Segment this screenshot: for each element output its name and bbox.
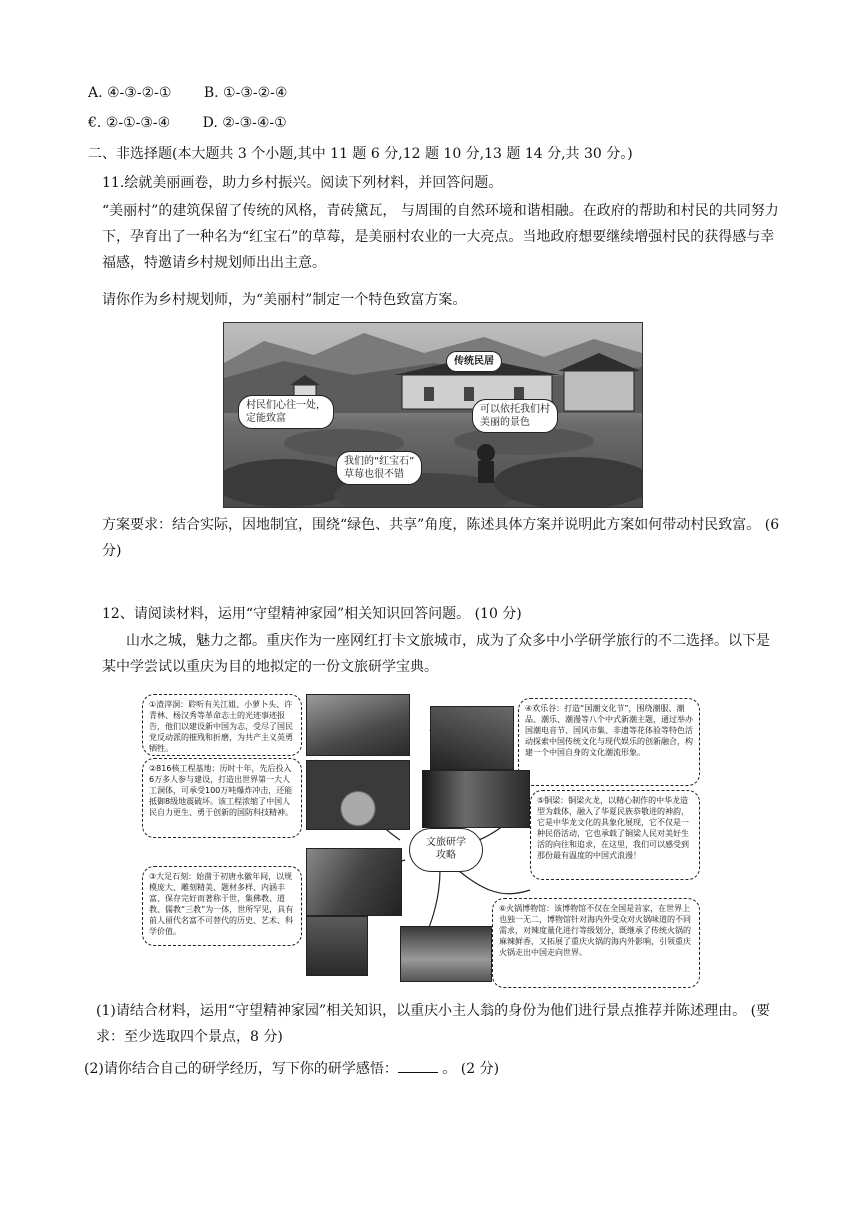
q12-sub2-score: 。 (2 分) [437,1061,500,1077]
mindmap-center [409,828,483,872]
note-tongliang-dragon: ⑤铜梁：铜梁火龙，以精心制作的中华龙造型为载体，融入了华夏民族恭敬进的神韵，它是中华龙文化的具象化展现，它不仅是一种民俗活动，它也承载了铜梁人民对美好生活的向往和追求，在这里，我们可以感受到那份最有温度的中国式浪漫！ [530,790,700,880]
option-a: A. ④-③-②-① [88,85,172,101]
options-row-1 [88,83,287,103]
photo-zhazidong [306,694,410,756]
answer-blank[interactable] [398,1058,438,1073]
q11-requirement: 方案要求：结合实际，因地制宜，围绕“绿色、共享”角度，陈述具体方案并说明此方案如何带动村民致富。 (6 分) [102,517,780,559]
q11-title: 11.绘就美丽画卷，助力乡村振兴。阅读下列材料，并回答问题。 [102,175,503,191]
photo-dazu-statue [306,916,368,976]
photo-816-tunnel [306,760,410,830]
q12-study-tour-mindmap [140,690,702,990]
q12-sub2 [84,1058,499,1079]
bubble-strawberry: 我们的“红宝石” 草莓也很不错 [336,451,422,485]
photo-banquet [306,848,402,916]
bubble-traditional-house: 传统民居 [446,351,502,372]
note-zhazidong: ①渣滓洞：聆听有关江姐、小萝卜头、许青林、杨汉秀等革命志士的光迹事迹报告，他们以建设新中国为志，受尽了国民党反动派的摧残和折磨，为共产主义英勇牺牲。 [142,694,302,756]
bubble-scenery: 可以依托我们村 美丽的景色 [472,399,558,433]
mindmap-center-label: 文旅研学 攻略 [426,837,466,861]
photo-happy-valley [430,706,514,770]
note-happy-valley: ④欢乐谷：打造“国潮文化节”，围绕潮服、潮品、潮乐、潮漫等八个中式新潮主题，通过举办国潮电音节、国风市集、非遗等花体验等特色活动探索中国传统文化与现代娱乐的创新融合，构建一个中国自身的文化潮流形象。 [518,698,700,786]
bubble-villagers: 村民们心往一处， 定能致富 [238,395,334,429]
note-dazu-carvings: ③大足石刻：始凿于初唐永徽年间，以规模庞大、雕刻精美、题材多样、内涵丰富、保存完好而著称于世，集佛教、道教、儒教“三教”为一体，世所罕见，具有前人留代名富不可替代的历史、艺术、科学价值。 [142,866,302,946]
section-heading: 二、非选择题(本大题共 3 个小题,其中 11 题 6 分,12 题 10 分,13 题 14 分,共 30 分。) [88,146,633,162]
note-816-base: ②816核工程基地：历时十年，先后投入6万多人参与建设，打造出世界第一大人工洞体，可承受100万吨爆炸冲击，还能抵御8级地震破坏。该工程浓缩了中国人民自力更生、勇于创新的国防科技精神。 [142,758,302,838]
q11-task: 请你作为乡村规划师，为“美丽村”制定一个特色致富方案。 [102,292,467,308]
option-d: D. ②-③-④-① [202,115,287,131]
option-b: B. ①-③-②-④ [203,85,288,101]
options-row-2 [88,113,287,133]
q12-title: 12、请阅读材料，运用“守望精神家园”相关知识回答问题。 (10 分) [102,606,522,622]
note-hotpot-museum: ⑥火锅博物馆：该博物馆不仅在全国是首家，在世界上也独一无二，博物馆针对海内外受众对火锅味道的不同需求，对辣度量化进行等级划分，既继承了传统火锅的麻辣鲜香，又拓展了重庆火锅的海内外影响，引领重庆火锅走出中国走向世界。 [492,898,700,988]
q12-sub1: (1)请结合材料，运用“守望精神家园”相关知识，以重庆小主人翁的身份为他们进行景点推荐并陈述理由。 (要求：至少选取四个景点，8 分) [96,1003,771,1045]
q11-village-illustration [223,322,643,508]
q12-sub2-prompt: (2)请你结合自己的研学经历，写下你的研学感悟： [84,1061,398,1077]
q11-material: “美丽村”的建筑保留了传统的风格，青砖黛瓦， 与周围的自然环境和谐相融。在政府的帮助和村民的共同努力下，孕育出了一种名为“红宝石”的草莓，是美丽村农业的一大亮点。当地政府想要继续增强村民的获得感与幸福感，特邀请乡村规划师出出主意。 [102,203,779,271]
photo-fire-dragon [422,770,530,828]
q12-material: 山水之城，魅力之都。重庆作为一座网红打卡文旅城市，成为了众多中小学研学旅行的不二选择。以下是某中学尝试以重庆为目的地拟定的一份文旅研学宝典。 [102,633,770,675]
option-c: €. ②-①-③-④ [88,115,171,131]
photo-hotpot-museum [400,926,492,982]
